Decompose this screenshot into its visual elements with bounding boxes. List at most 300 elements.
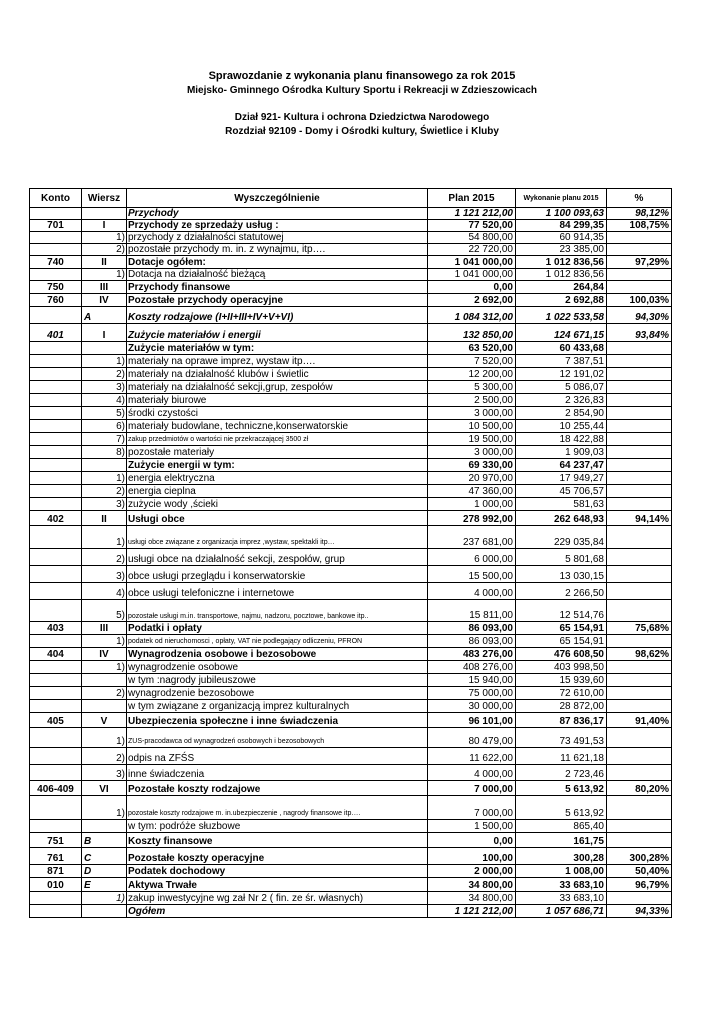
cell-desc: pozostałe materiały bbox=[127, 446, 428, 459]
cell-plan: 10 500,00 bbox=[428, 420, 516, 433]
cell-exec: 403 998,50 bbox=[516, 661, 607, 674]
cell-plan: 20 970,00 bbox=[428, 472, 516, 485]
cell-desc: materiały na oprawe imprez, wystaw itp…. bbox=[127, 355, 428, 368]
cell-desc: materiały na działalność sekcji,grup, zespołów bbox=[127, 381, 428, 394]
cell-konto bbox=[30, 635, 82, 648]
table-row bbox=[30, 355, 672, 368]
cell-plan: 86 093,00 bbox=[428, 635, 516, 648]
cell-pct: 98,62% bbox=[607, 648, 672, 661]
cell-exec: 65 154,91 bbox=[516, 622, 607, 635]
cell-exec: 264,84 bbox=[516, 281, 607, 294]
cell-pct: 93,84% bbox=[607, 324, 672, 342]
cell-plan: 34 800,00 bbox=[428, 878, 516, 892]
cell-exec: 65 154,91 bbox=[516, 635, 607, 648]
cell-wiersz: II bbox=[82, 256, 127, 269]
cell-exec: 5 613,92 bbox=[516, 796, 607, 820]
cell-plan: 15 500,00 bbox=[428, 566, 516, 583]
table-row bbox=[30, 281, 672, 294]
table-row bbox=[30, 342, 672, 355]
cell-pct: 108,75% bbox=[607, 220, 672, 232]
cell-wiersz: 1) bbox=[82, 635, 127, 648]
cell-desc: Dotacja na działalność bieżącą bbox=[127, 269, 428, 281]
cell-plan: 75 000,00 bbox=[428, 687, 516, 700]
cell-plan: 1 084 312,00 bbox=[428, 307, 516, 324]
cell-desc: Zużycie materiałów w tym: bbox=[127, 342, 428, 355]
cell-konto bbox=[30, 394, 82, 407]
cell-exec: 33 683,10 bbox=[516, 878, 607, 892]
cell-desc: w tym :nagrody jubileuszowe bbox=[127, 674, 428, 687]
cell-konto bbox=[30, 674, 82, 687]
table-row bbox=[30, 687, 672, 700]
cell-desc: pozostałe przychody m. in. z wynajmu, itp…. bbox=[127, 244, 428, 256]
table-row bbox=[30, 549, 672, 566]
cell-pct bbox=[607, 583, 672, 600]
col-pct-header: % bbox=[607, 189, 672, 208]
cell-wiersz: VI bbox=[82, 781, 127, 796]
cell-pct bbox=[607, 526, 672, 549]
cell-konto bbox=[30, 269, 82, 281]
cell-wiersz: II bbox=[82, 511, 127, 526]
table-row bbox=[30, 485, 672, 498]
table-row bbox=[30, 446, 672, 459]
cell-wiersz: 8) bbox=[82, 446, 127, 459]
cell-plan: 54 800,00 bbox=[428, 232, 516, 244]
cell-exec: 5 801,68 bbox=[516, 549, 607, 566]
cell-exec: 7 387,51 bbox=[516, 355, 607, 368]
cell-pct bbox=[607, 549, 672, 566]
cell-pct bbox=[607, 498, 672, 511]
cell-wiersz: IV bbox=[82, 294, 127, 307]
table-row bbox=[30, 796, 672, 820]
table-row bbox=[30, 526, 672, 549]
cell-desc: obce usługi telefoniczne i internetowe bbox=[127, 583, 428, 600]
cell-exec: 15 939,60 bbox=[516, 674, 607, 687]
cell-pct: 97,29% bbox=[607, 256, 672, 269]
cell-desc: Pozostałe koszty rodzajowe bbox=[127, 781, 428, 796]
table-row bbox=[30, 433, 672, 446]
table-row bbox=[30, 820, 672, 833]
cell-konto bbox=[30, 892, 82, 905]
cell-wiersz: 2) bbox=[82, 687, 127, 700]
table-row bbox=[30, 878, 672, 892]
cell-exec: 60 433,68 bbox=[516, 342, 607, 355]
cell-pct bbox=[607, 420, 672, 433]
cell-wiersz: 1) bbox=[82, 728, 127, 748]
cell-konto bbox=[30, 381, 82, 394]
cell-konto: 750 bbox=[30, 281, 82, 294]
cell-plan: 1 500,00 bbox=[428, 820, 516, 833]
cell-pct bbox=[607, 342, 672, 355]
table-row bbox=[30, 420, 672, 433]
cell-pct bbox=[607, 269, 672, 281]
col-exec-header: Wykonanie planu 2015 bbox=[516, 189, 607, 208]
cell-wiersz: 1) bbox=[82, 892, 127, 905]
cell-wiersz bbox=[82, 700, 127, 713]
cell-konto bbox=[30, 420, 82, 433]
cell-exec: 73 491,53 bbox=[516, 728, 607, 748]
cell-desc: wynagrodzenie osobowe bbox=[127, 661, 428, 674]
cell-plan: 278 992,00 bbox=[428, 511, 516, 526]
cell-desc: podatek od nieruchomosci , opłaty, VAT nie podlegający odliczeniu, PFRON bbox=[127, 635, 428, 648]
cell-konto bbox=[30, 583, 82, 600]
cell-exec: 33 683,10 bbox=[516, 892, 607, 905]
cell-desc: środki czystości bbox=[127, 407, 428, 420]
cell-pct bbox=[607, 355, 672, 368]
cell-konto bbox=[30, 820, 82, 833]
cell-desc: Usługi obce bbox=[127, 511, 428, 526]
cell-wiersz: 3) bbox=[82, 566, 127, 583]
cell-pct bbox=[607, 381, 672, 394]
cell-konto: 404 bbox=[30, 648, 82, 661]
cell-wiersz: 5) bbox=[82, 600, 127, 622]
cell-wiersz: C bbox=[82, 848, 127, 865]
cell-konto bbox=[30, 232, 82, 244]
cell-plan: 7 000,00 bbox=[428, 781, 516, 796]
cell-plan: 19 500,00 bbox=[428, 433, 516, 446]
cell-wiersz: 1) bbox=[82, 526, 127, 549]
cell-desc: odpis na ZFŚS bbox=[127, 748, 428, 765]
cell-pct: 94,14% bbox=[607, 511, 672, 526]
table-row bbox=[30, 648, 672, 661]
chapter-label: Rozdział 92109 - Domy i Ośrodki kultury, Świetlice i Kluby bbox=[225, 126, 499, 137]
cell-konto bbox=[30, 459, 82, 472]
table-row bbox=[30, 661, 672, 674]
cell-exec: 18 422,88 bbox=[516, 433, 607, 446]
cell-wiersz: 1) bbox=[82, 796, 127, 820]
cell-pct bbox=[607, 407, 672, 420]
cell-exec: 28 872,00 bbox=[516, 700, 607, 713]
cell-exec: 476 608,50 bbox=[516, 648, 607, 661]
cell-exec: 262 648,93 bbox=[516, 511, 607, 526]
cell-desc: w tym: podróże słuzbowe bbox=[127, 820, 428, 833]
cell-pct bbox=[607, 281, 672, 294]
cell-wiersz bbox=[82, 459, 127, 472]
table-row bbox=[30, 700, 672, 713]
table-row bbox=[30, 307, 672, 324]
table-row bbox=[30, 256, 672, 269]
table-row bbox=[30, 865, 672, 878]
cell-plan: 15 811,00 bbox=[428, 600, 516, 622]
cell-plan: 3 000,00 bbox=[428, 407, 516, 420]
table-row bbox=[30, 394, 672, 407]
cell-desc: materiały biurowe bbox=[127, 394, 428, 407]
cell-plan: 1 041 000,00 bbox=[428, 269, 516, 281]
cell-exec: 5 613,92 bbox=[516, 781, 607, 796]
cell-pct: 91,40% bbox=[607, 713, 672, 728]
cell-konto bbox=[30, 549, 82, 566]
cell-exec: 2 723,46 bbox=[516, 765, 607, 781]
cell-exec: 2 326,83 bbox=[516, 394, 607, 407]
cell-plan: 132 850,00 bbox=[428, 324, 516, 342]
table-row bbox=[30, 728, 672, 748]
cell-konto bbox=[30, 566, 82, 583]
cell-pct: 94,33% bbox=[607, 905, 672, 918]
cell-pct bbox=[607, 700, 672, 713]
cell-desc: Zużycie energii w tym: bbox=[127, 459, 428, 472]
cell-wiersz: 1) bbox=[82, 232, 127, 244]
cell-wiersz: V bbox=[82, 713, 127, 728]
table-row bbox=[30, 208, 672, 220]
cell-plan: 100,00 bbox=[428, 848, 516, 865]
cell-desc: Pozostałe koszty operacyjne bbox=[127, 848, 428, 865]
table-header-row bbox=[30, 189, 672, 208]
cell-konto bbox=[30, 905, 82, 918]
cell-plan: 408 276,00 bbox=[428, 661, 516, 674]
cell-pct bbox=[607, 820, 672, 833]
cell-wiersz: 1) bbox=[82, 355, 127, 368]
cell-plan: 69 330,00 bbox=[428, 459, 516, 472]
cell-exec: 45 706,57 bbox=[516, 485, 607, 498]
col-wiersz-header: Wiersz bbox=[82, 189, 127, 208]
cell-plan: 77 520,00 bbox=[428, 220, 516, 232]
cell-desc: obce usługi przeglądu i konserwatorskie bbox=[127, 566, 428, 583]
table-row bbox=[30, 635, 672, 648]
cell-pct bbox=[607, 232, 672, 244]
cell-konto bbox=[30, 526, 82, 549]
cell-pct bbox=[607, 446, 672, 459]
cell-konto bbox=[30, 355, 82, 368]
cell-desc: zużycie wody ,ścieki bbox=[127, 498, 428, 511]
cell-wiersz: E bbox=[82, 878, 127, 892]
cell-plan: 80 479,00 bbox=[428, 728, 516, 748]
cell-pct bbox=[607, 661, 672, 674]
table-row bbox=[30, 892, 672, 905]
table-row bbox=[30, 833, 672, 848]
cell-pct bbox=[607, 765, 672, 781]
cell-wiersz: 3) bbox=[82, 498, 127, 511]
cell-pct bbox=[607, 566, 672, 583]
cell-desc: Koszty finansowe bbox=[127, 833, 428, 848]
cell-pct bbox=[607, 368, 672, 381]
cell-wiersz: 5) bbox=[82, 407, 127, 420]
cell-wiersz: D bbox=[82, 865, 127, 878]
cell-exec: 300,28 bbox=[516, 848, 607, 865]
table-row bbox=[30, 294, 672, 307]
table-row bbox=[30, 566, 672, 583]
cell-plan: 1 041 000,00 bbox=[428, 256, 516, 269]
cell-konto bbox=[30, 796, 82, 820]
cell-desc: Podatki i opłaty bbox=[127, 622, 428, 635]
cell-plan: 86 093,00 bbox=[428, 622, 516, 635]
cell-desc: w tym związane z organizacją imprez kulturalnych bbox=[127, 700, 428, 713]
cell-desc: Podatek dochodowy bbox=[127, 865, 428, 878]
cell-konto bbox=[30, 208, 82, 220]
cell-pct: 96,79% bbox=[607, 878, 672, 892]
cell-desc: pozostałe usługi m.in. transportowe, najmu, nadzoru, pocztowe, bankowe itp.. bbox=[127, 600, 428, 622]
table-row bbox=[30, 848, 672, 865]
cell-konto bbox=[30, 368, 82, 381]
table-row bbox=[30, 622, 672, 635]
cell-plan: 7 000,00 bbox=[428, 796, 516, 820]
cell-exec: 17 949,27 bbox=[516, 472, 607, 485]
cell-pct bbox=[607, 635, 672, 648]
cell-pct bbox=[607, 472, 672, 485]
cell-exec: 84 299,35 bbox=[516, 220, 607, 232]
cell-pct bbox=[607, 748, 672, 765]
cell-exec: 1 100 093,63 bbox=[516, 208, 607, 220]
cell-desc: materiały budowlane, techniczne,konserwatorskie bbox=[127, 420, 428, 433]
cell-konto bbox=[30, 728, 82, 748]
cell-pct bbox=[607, 394, 672, 407]
cell-desc: zakup przedmiotów o wartości nie przekraczającej 3500 zł bbox=[127, 433, 428, 446]
cell-pct bbox=[607, 892, 672, 905]
table-row bbox=[30, 244, 672, 256]
cell-wiersz: 2) bbox=[82, 748, 127, 765]
cell-wiersz: 4) bbox=[82, 583, 127, 600]
cell-desc: wynagrodzenie bezosobowe bbox=[127, 687, 428, 700]
cell-exec: 23 385,00 bbox=[516, 244, 607, 256]
cell-desc: pozostałe koszty rodzajowe m. in.ubezpieczenie , nagrody finansowe itp…. bbox=[127, 796, 428, 820]
table-row bbox=[30, 765, 672, 781]
cell-desc: Ogółem bbox=[127, 905, 428, 918]
table-row bbox=[30, 781, 672, 796]
cell-desc: Przychody ze sprzedaży usług : bbox=[127, 220, 428, 232]
cell-wiersz: 7) bbox=[82, 433, 127, 446]
table-row bbox=[30, 368, 672, 381]
cell-wiersz: 1) bbox=[82, 661, 127, 674]
cell-konto bbox=[30, 661, 82, 674]
cell-wiersz bbox=[82, 905, 127, 918]
cell-desc: zakup inwestycyjne wg zał Nr 2 ( fin. ze śr. własnych) bbox=[127, 892, 428, 905]
table-row bbox=[30, 498, 672, 511]
cell-konto bbox=[30, 765, 82, 781]
cell-konto bbox=[30, 446, 82, 459]
cell-desc: energia cieplna bbox=[127, 485, 428, 498]
cell-konto: 740 bbox=[30, 256, 82, 269]
cell-pct: 75,68% bbox=[607, 622, 672, 635]
cell-plan: 1 121 212,00 bbox=[428, 905, 516, 918]
cell-plan: 6 000,00 bbox=[428, 549, 516, 566]
cell-plan: 0,00 bbox=[428, 281, 516, 294]
cell-konto: 871 bbox=[30, 865, 82, 878]
cell-wiersz: 2) bbox=[82, 368, 127, 381]
cell-konto bbox=[30, 485, 82, 498]
cell-plan: 0,00 bbox=[428, 833, 516, 848]
cell-desc: Dotacje ogółem: bbox=[127, 256, 428, 269]
cell-exec: 1 909,03 bbox=[516, 446, 607, 459]
cell-pct: 100,03% bbox=[607, 294, 672, 307]
cell-plan: 11 622,00 bbox=[428, 748, 516, 765]
table-row bbox=[30, 511, 672, 526]
cell-konto bbox=[30, 498, 82, 511]
table-row bbox=[30, 381, 672, 394]
cell-desc: inne świadczenia bbox=[127, 765, 428, 781]
table-row bbox=[30, 905, 672, 918]
cell-exec: 2 854,90 bbox=[516, 407, 607, 420]
cell-plan: 4 000,00 bbox=[428, 765, 516, 781]
cell-plan: 22 720,00 bbox=[428, 244, 516, 256]
cell-plan: 483 276,00 bbox=[428, 648, 516, 661]
col-desc-header: Wyszczególnienie bbox=[127, 189, 428, 208]
cell-desc: energia elektryczna bbox=[127, 472, 428, 485]
cell-plan: 30 000,00 bbox=[428, 700, 516, 713]
col-konto-header: Konto bbox=[30, 189, 82, 208]
cell-konto: 405 bbox=[30, 713, 82, 728]
table-row bbox=[30, 674, 672, 687]
table-row bbox=[30, 220, 672, 232]
report-title: Sprawozdanie z wykonania planu finansowego za rok 2015 bbox=[208, 70, 516, 82]
cell-exec: 12 514,76 bbox=[516, 600, 607, 622]
cell-desc: usługi obce na działalność sekcji, zespołów, grup bbox=[127, 549, 428, 566]
cell-plan: 237 681,00 bbox=[428, 526, 516, 549]
table-row bbox=[30, 269, 672, 281]
department-label: Dział 921- Kultura i ochrona Dziedzictwa Narodowego bbox=[234, 112, 490, 123]
cell-wiersz: I bbox=[82, 324, 127, 342]
cell-pct bbox=[607, 600, 672, 622]
cell-exec: 229 035,84 bbox=[516, 526, 607, 549]
cell-pct bbox=[607, 459, 672, 472]
cell-desc: przychody z działalności statutowej bbox=[127, 232, 428, 244]
cell-exec: 13 030,15 bbox=[516, 566, 607, 583]
cell-pct: 98,12% bbox=[607, 208, 672, 220]
cell-plan: 15 940,00 bbox=[428, 674, 516, 687]
cell-desc: Zużycie materiałów i energii bbox=[127, 324, 428, 342]
cell-plan: 34 800,00 bbox=[428, 892, 516, 905]
cell-exec: 12 191,02 bbox=[516, 368, 607, 381]
cell-konto bbox=[30, 700, 82, 713]
cell-exec: 865,40 bbox=[516, 820, 607, 833]
cell-wiersz: B bbox=[82, 833, 127, 848]
cell-plan: 1 000,00 bbox=[428, 498, 516, 511]
cell-pct bbox=[607, 833, 672, 848]
cell-konto bbox=[30, 307, 82, 324]
cell-desc: Przychody finansowe bbox=[127, 281, 428, 294]
cell-wiersz: 6) bbox=[82, 420, 127, 433]
cell-exec: 72 610,00 bbox=[516, 687, 607, 700]
cell-exec: 1 022 533,58 bbox=[516, 307, 607, 324]
cell-pct bbox=[607, 244, 672, 256]
cell-pct bbox=[607, 796, 672, 820]
cell-desc: Aktywa Trwałe bbox=[127, 878, 428, 892]
cell-konto bbox=[30, 433, 82, 446]
cell-wiersz bbox=[82, 674, 127, 687]
cell-desc: Ubezpieczenia społeczne i inne świadczenia bbox=[127, 713, 428, 728]
cell-plan: 1 121 212,00 bbox=[428, 208, 516, 220]
cell-plan: 47 360,00 bbox=[428, 485, 516, 498]
cell-pct: 300,28% bbox=[607, 848, 672, 865]
cell-exec: 10 255,44 bbox=[516, 420, 607, 433]
col-plan-header: Plan 2015 bbox=[428, 189, 516, 208]
table-row bbox=[30, 459, 672, 472]
cell-desc: Koszty rodzajowe (I+II+III+IV+V+VI) bbox=[127, 307, 428, 324]
cell-konto bbox=[30, 748, 82, 765]
cell-konto: 760 bbox=[30, 294, 82, 307]
cell-plan: 4 000,00 bbox=[428, 583, 516, 600]
cell-wiersz: 1) bbox=[82, 269, 127, 281]
cell-exec: 161,75 bbox=[516, 833, 607, 848]
cell-wiersz: A bbox=[82, 307, 127, 324]
cell-wiersz: 2) bbox=[82, 549, 127, 566]
cell-pct bbox=[607, 674, 672, 687]
cell-pct: 80,20% bbox=[607, 781, 672, 796]
cell-wiersz: III bbox=[82, 281, 127, 294]
cell-exec: 2 692,88 bbox=[516, 294, 607, 307]
cell-wiersz: 1) bbox=[82, 472, 127, 485]
cell-exec: 1 057 686,71 bbox=[516, 905, 607, 918]
cell-wiersz: 2) bbox=[82, 485, 127, 498]
cell-exec: 1 012 836,56 bbox=[516, 269, 607, 281]
cell-pct bbox=[607, 485, 672, 498]
cell-konto: 401 bbox=[30, 324, 82, 342]
cell-wiersz: I bbox=[82, 220, 127, 232]
cell-konto bbox=[30, 342, 82, 355]
cell-pct bbox=[607, 433, 672, 446]
cell-konto: 402 bbox=[30, 511, 82, 526]
cell-exec: 64 237,47 bbox=[516, 459, 607, 472]
cell-pct bbox=[607, 728, 672, 748]
table-row bbox=[30, 600, 672, 622]
cell-exec: 124 671,15 bbox=[516, 324, 607, 342]
